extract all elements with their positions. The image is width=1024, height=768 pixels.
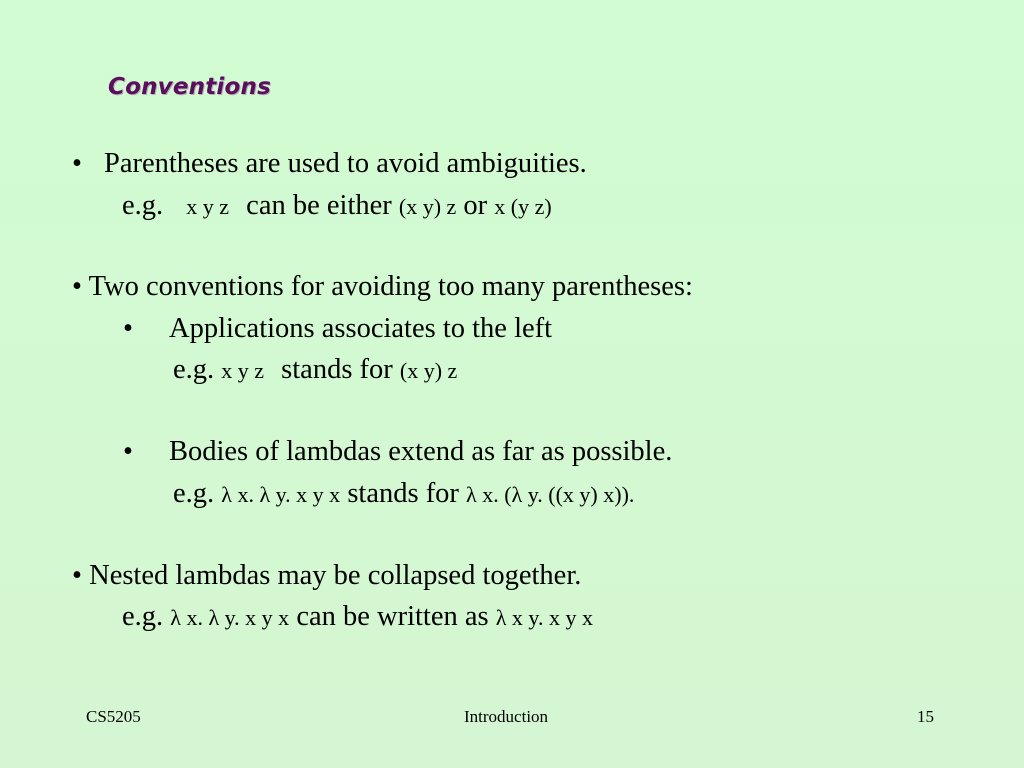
- bullet-3-text: Nested lambdas may be collapsed together.: [89, 560, 582, 591]
- example-label: e.g.: [122, 601, 164, 632]
- example-label: e.g.: [173, 478, 215, 509]
- bullet-marker: •: [72, 560, 82, 591]
- sub-bullet-2-text: Bodies of lambdas extend as far as possible.: [168, 436, 673, 467]
- example-expression: λ x. λ y. x y x: [170, 605, 290, 630]
- slide-title: Conventions: [108, 74, 271, 100]
- bullet-3: [72, 559, 581, 593]
- example-result: λ x y. x y x: [495, 605, 593, 630]
- example-result: λ x. (λ y. ((x y) x)).: [466, 482, 635, 507]
- sub-bullet-2-example: [173, 477, 634, 512]
- sub-bullet-1-text: Applications associates to the left: [168, 313, 553, 344]
- example-connector: can be either: [246, 190, 392, 221]
- bullet-1-example: [122, 189, 552, 224]
- example-alternative-1: (x y) z: [398, 194, 457, 219]
- example-connector: can be written as: [296, 601, 489, 632]
- footer-section: Introduction: [464, 707, 549, 726]
- example-result: (x y) z: [399, 358, 458, 383]
- example-alternative-2: x (y z): [494, 194, 552, 219]
- example-label: e.g.: [173, 354, 215, 385]
- sub-bullet-1: [123, 312, 552, 346]
- sub-bullet-2: [123, 435, 672, 469]
- bullet-marker: •: [123, 313, 133, 344]
- example-label: e.g.: [122, 190, 164, 221]
- example-expression: x y z: [221, 358, 265, 383]
- bullet-1-text: Parentheses are used to avoid ambiguities.: [103, 148, 587, 179]
- example-connector: stands for: [347, 478, 459, 509]
- example-or: or: [463, 190, 488, 221]
- bullet-marker: •: [72, 148, 82, 179]
- bullet-2: [72, 270, 693, 304]
- example-expression: x y z: [186, 194, 230, 219]
- footer-page-number: 15: [917, 707, 934, 726]
- example-expression: λ x. λ y. x y x: [221, 482, 341, 507]
- sub-bullet-1-example: [173, 353, 457, 388]
- footer-course: CS5205: [86, 707, 141, 726]
- bullet-3-example: [122, 600, 593, 635]
- bullet-1: [72, 147, 587, 181]
- bullet-marker: •: [72, 271, 82, 302]
- bullet-marker: •: [123, 436, 133, 467]
- example-connector: stands for: [281, 354, 393, 385]
- bullet-2-text: Two conventions for avoiding too many parentheses:: [88, 271, 693, 302]
